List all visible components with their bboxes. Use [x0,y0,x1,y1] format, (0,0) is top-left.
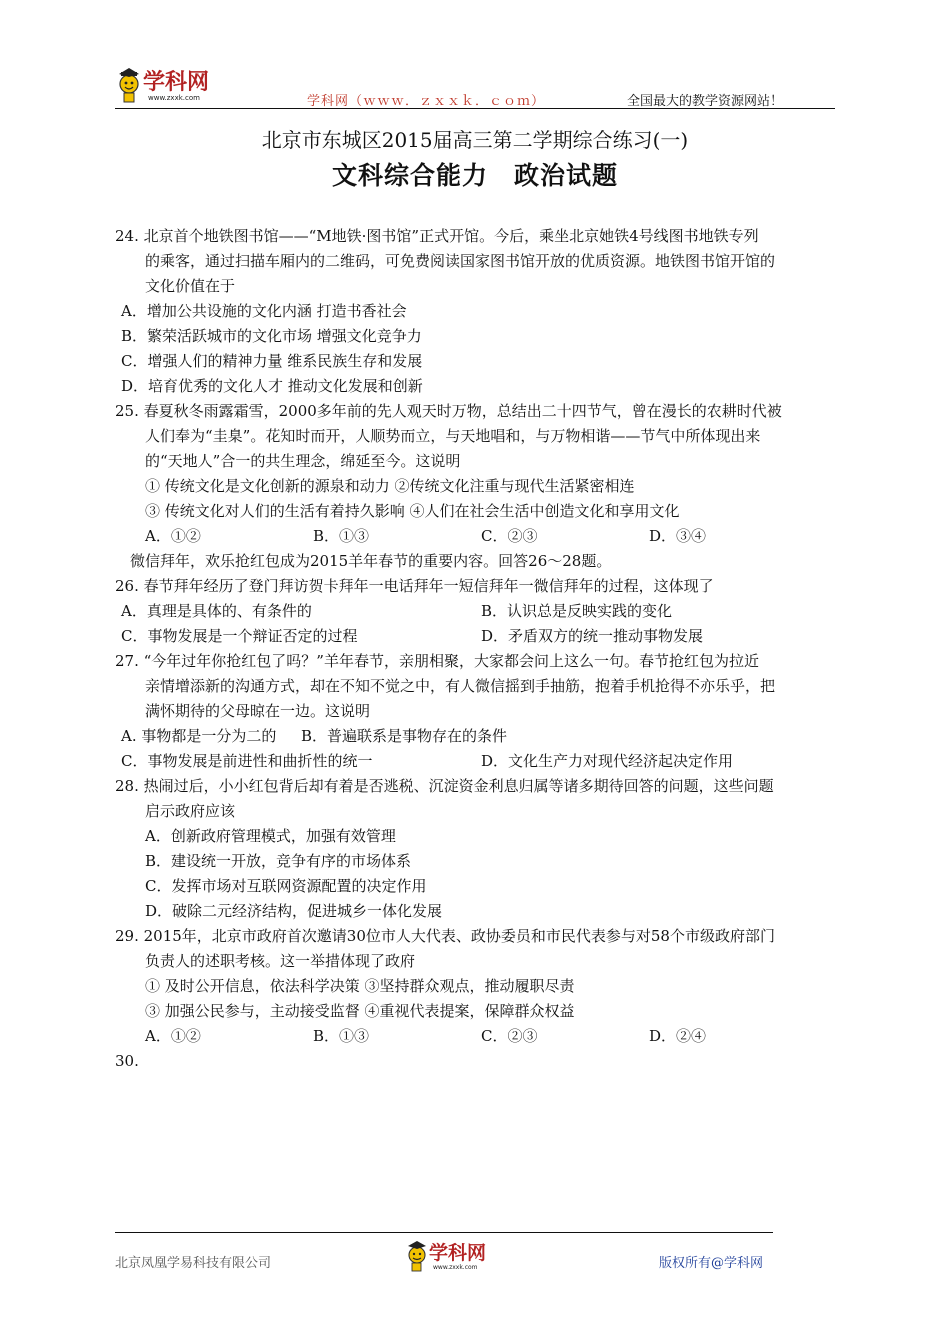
q27-stem-line: 亲情增添新的沟通方式，却在不知不觉之中，有人微信摇到手抽筋，抱着手机抢得不亦乐乎，把 [145,677,776,695]
q26-option-a: A．真理是具体的、有条件的 [121,602,312,620]
q29-statement-line: ① 及时公开信息，依法科学决策 ③坚持群众观点，推动履职尽责 [145,977,575,995]
q24-stem-line: 文化价值在于 [145,277,236,295]
q27-option-c: C．事物发展是前进性和曲折性的统一 [121,752,373,770]
q25-statement-line: ③ 传统文化对人们的生活有着持久影响 ④人们在社会生活中创造文化和享用文化 [145,502,680,520]
q29-stem-line: 负责人的述职考核。这一举措体现了政府 [145,952,416,970]
exam-subtitle: 文科综合能力 政治试题 [331,161,618,190]
site-link[interactable]: 学科网（ｗｗｗ．ｚｘｘｋ．ｃｏｍ） [307,94,546,109]
q25-option-b: B．①③ [313,527,370,545]
q27-stem-line: 满怀期待的父母晾在一边。这说明 [145,702,371,720]
q24-stem-line: 24. 北京首个地铁图书馆——“M地铁·图书馆”正式开馆。今后，乘坐北京她铁4号线图书地铁专列 [115,227,759,245]
q26-option-d: D．矛盾双方的统一推动事物发展 [481,627,704,645]
q29-option-c: C．②③ [481,1027,538,1045]
footer-company: 北京凤凰学易科技有限公司 [115,1256,272,1271]
q24-stem-line: 的乘客，通过扫描车厢内的二维码，可免费阅读国家图书馆开放的优质资源。地铁图书馆开馆的 [145,252,776,270]
q26-options-row [115,624,840,649]
q24-option-d: D．培育优秀的文化人才 推动文化发展和创新 [121,377,423,395]
logo-url: www.zxxk.com [148,94,200,102]
q26-option-c: C．事物发展是一个辩证否定的过程 [121,627,358,645]
q27-option-b: B．普遍联系是事物存在的条件 [301,727,508,745]
question-body [115,224,840,1074]
logo-wordmark: 学科网 [143,70,210,95]
q25-stem-line: 人们奉为“圭臬”。花知时而开，人顺势而立，与天地唱和，与万物相谐——节气中所体现出来 [145,427,761,445]
q27-stem-line: 27. “今年过年你抢红包了吗？”羊年春节，亲朋相聚，大家都会问上这么一句。春节抢红包为拉近 [115,652,759,670]
q29-statement-line: ③ 加强公民参与，主动接受监督 ④重视代表提案，保障群众权益 [145,1002,575,1020]
exam-title: 北京市东城区2015届高三第二学期综合练习(一) [261,128,689,152]
q29-option-b: B．①③ [313,1027,370,1045]
q25-stem-line: 25. 春夏秋冬雨露霜雪，2000多年前的先人观天时万物，总结出二十四节气，曾在漫长的农耕时代被 [115,402,782,420]
q27-option-d: D．文化生产力对现代经济起决定作用 [481,752,734,770]
q27-option-a: A. 事物都是一分为二的 [121,727,277,745]
footer-zxxk-logo[interactable] [405,1236,505,1276]
q24-option-b: B．繁荣活跃城市的文化市场 增强文化竞争力 [121,327,422,345]
q25-option-c: C．②③ [481,527,538,545]
page-header [115,62,835,110]
footer-logo-wordmark: 学科网 [429,1242,487,1264]
q24-option-c: C．增强人们的精神力量 维系民族生存和发展 [121,352,423,370]
q28-option-b: B．建设统一开放，竞争有序的市场体系 [145,852,412,870]
q29-option-a: A．①② [145,1027,201,1045]
q26-options-row [115,599,840,624]
q25-statement-line: ① 传统文化是文化创新的源泉和动力 ②传统文化注重与现代生活紧密相连 [145,477,635,495]
q28-option-d: D．破除二元经济结构，促进城乡一体化发展 [145,902,443,920]
header-divider [115,108,835,109]
zxxk-logo[interactable] [115,62,235,108]
q27-options-row [115,749,840,774]
q28-stem-line: 启示政府应该 [145,802,236,820]
q29-options [115,1024,840,1049]
footer-copyright[interactable]: 版权所有@学科网 [659,1256,764,1271]
q25-option-d: D．③④ [649,527,707,545]
header-slogan: 全国最大的教学资源网站！ [626,94,783,109]
group-intro: 微信拜年，欢乐抢红包成为2015羊年春节的重要内容。回答26～28题。 [130,552,612,570]
footer-divider [115,1232,773,1233]
q24-option-a: A．增加公共设施的文化内涵 打造书香社会 [121,302,407,320]
q25-stem-line: 的“天地人”合一的共生理念，绵延至今。这说明 [145,452,461,470]
q28-option-a: A．创新政府管理模式，加强有效管理 [145,827,396,845]
q28-option-c: C．发挥市场对互联网资源配置的决定作用 [145,877,427,895]
q27-options-row [115,724,840,749]
q28-stem-line: 28. 热闹过后，小小红包背后却有着是否逃税、沉淀资金利息归属等诸多期待回答的问题，这些问题 [115,777,774,795]
q25-options [115,524,840,549]
q29-option-d: D．②④ [649,1027,707,1045]
q25-option-a: A．①② [145,527,201,545]
q26-stem-line: 26. 春节拜年经历了登门拜访贺卡拜年一电话拜年一短信拜年一微信拜年的过程，这体现了 [115,577,714,595]
q29-stem-line: 29. 2015年，北京市政府首次邀请30位市人大代表、政协委员和市民代表参与对58个市级政府部门 [115,927,775,945]
q26-option-b: B．认识总是反映实践的变化 [481,602,673,620]
q30-label: 30. [115,1052,139,1070]
footer-logo-url: www.zxxk.com [433,1264,478,1271]
